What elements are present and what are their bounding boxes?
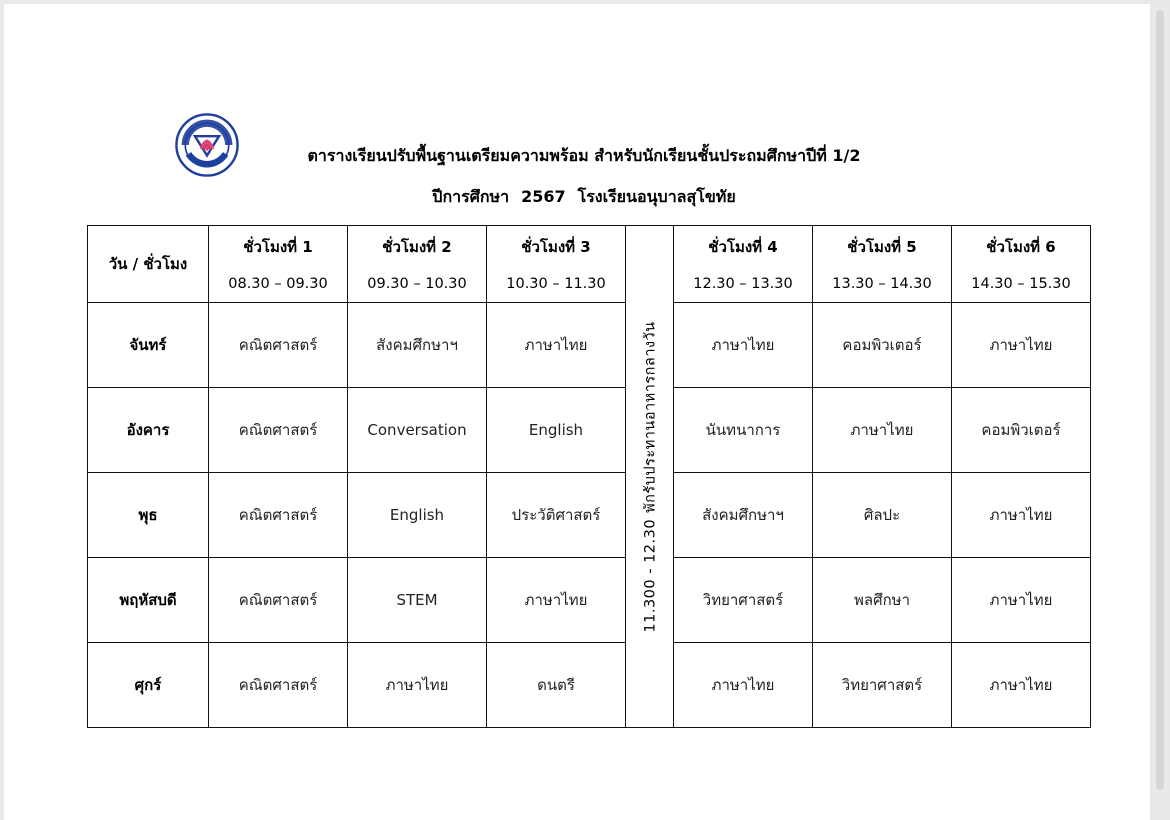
subject-cell: ภาษาไทย [952, 473, 1091, 558]
subject-cell: ศิลปะ [813, 473, 952, 558]
subject-cell: คณิตศาสตร์ [209, 388, 348, 473]
subject-cell: ภาษาไทย [348, 643, 487, 728]
period-time: 13.30 – 14.30 [832, 276, 932, 292]
subject-cell: สังคมศึกษาฯ [348, 303, 487, 388]
period-time: 10.30 – 11.30 [506, 276, 606, 292]
period-header-2 [348, 226, 487, 303]
subject-cell: ภาษาไทย [952, 558, 1091, 643]
period-time: 12.30 – 13.30 [693, 276, 793, 292]
school-name: โรงเรียนอนุบาลสุโขทัย [577, 187, 736, 206]
subject-cell: English [487, 388, 626, 473]
period-time: 14.30 – 15.30 [971, 276, 1071, 292]
table-row [88, 388, 1091, 473]
period-label: ชั่วโมงที่ 2 [382, 238, 452, 256]
subject-cell: ภาษาไทย [952, 643, 1091, 728]
subject-cell: วิทยาศาสตร์ [674, 558, 813, 643]
subject-cell: ภาษาไทย [674, 643, 813, 728]
year-label: ปีการศึกษา [432, 187, 510, 206]
day-cell: พุธ [88, 473, 209, 558]
subject-cell: ดนตรี [487, 643, 626, 728]
table-row [88, 473, 1091, 558]
subject-cell: คณิตศาสตร์ [209, 473, 348, 558]
day-cell: พฤหัสบดี [88, 558, 209, 643]
corner-header: วัน / ชั่วโมง [88, 226, 209, 303]
subject-cell: ภาษาไทย [813, 388, 952, 473]
period-label: ชั่วโมงที่ 1 [243, 238, 313, 256]
subject-cell: คณิตศาสตร์ [209, 303, 348, 388]
year-value: 2567 [521, 187, 566, 206]
table-row [88, 558, 1091, 643]
period-header-5 [813, 226, 952, 303]
period-header-3 [487, 226, 626, 303]
lunch-label: พักรับประทานอาหารกลางวัน [642, 320, 658, 513]
subject-cell: สังคมศึกษาฯ [674, 473, 813, 558]
period-header-1 [209, 226, 348, 303]
subject-cell: English [348, 473, 487, 558]
subject-cell: ภาษาไทย [952, 303, 1091, 388]
period-time: 09.30 – 10.30 [367, 276, 467, 292]
subject-cell: คณิตศาสตร์ [209, 558, 348, 643]
header-row [88, 226, 1091, 303]
period-label: ชั่วโมงที่ 4 [708, 238, 778, 256]
document-title: ตารางเรียนปรับพื้นฐานเตรียมความพร้อม สำหรับนักเรียนชั้นประถมศึกษาปีที่ 1/2 [307, 146, 861, 165]
subject-cell: ประวัติศาสตร์ [487, 473, 626, 558]
subject-cell: พลศึกษา [813, 558, 952, 643]
period-time: 08.30 – 09.30 [228, 276, 328, 292]
period-header-4 [674, 226, 813, 303]
subject-cell: นันทนาการ [674, 388, 813, 473]
subject-cell: Conversation [348, 388, 487, 473]
subject-cell: คณิตศาสตร์ [209, 643, 348, 728]
subject-cell: ภาษาไทย [487, 558, 626, 643]
subject-cell: คอมพิวเตอร์ [952, 388, 1091, 473]
document-page [4, 4, 1150, 820]
lunch-break-cell [626, 226, 674, 728]
document-subtitle [244, 185, 924, 210]
lunch-time: 11.300 - 12.30 [642, 518, 658, 633]
subject-cell: คอมพิวเตอร์ [813, 303, 952, 388]
timetable [87, 225, 1091, 728]
table-row [88, 303, 1091, 388]
day-cell: อังคาร [88, 388, 209, 473]
subject-cell: ภาษาไทย [487, 303, 626, 388]
period-label: ชั่วโมงที่ 5 [847, 238, 917, 256]
table-row [88, 643, 1091, 728]
subject-cell: ภาษาไทย [674, 303, 813, 388]
day-cell: ศุกร์ [88, 643, 209, 728]
period-label: ชั่วโมงที่ 3 [521, 238, 591, 256]
period-label: ชั่วโมงที่ 6 [986, 238, 1056, 256]
subject-cell: STEM [348, 558, 487, 643]
school-logo [166, 112, 248, 178]
scrollbar[interactable] [1156, 10, 1164, 790]
subject-cell: วิทยาศาสตร์ [813, 643, 952, 728]
day-cell: จันทร์ [88, 303, 209, 388]
period-header-6 [952, 226, 1091, 303]
